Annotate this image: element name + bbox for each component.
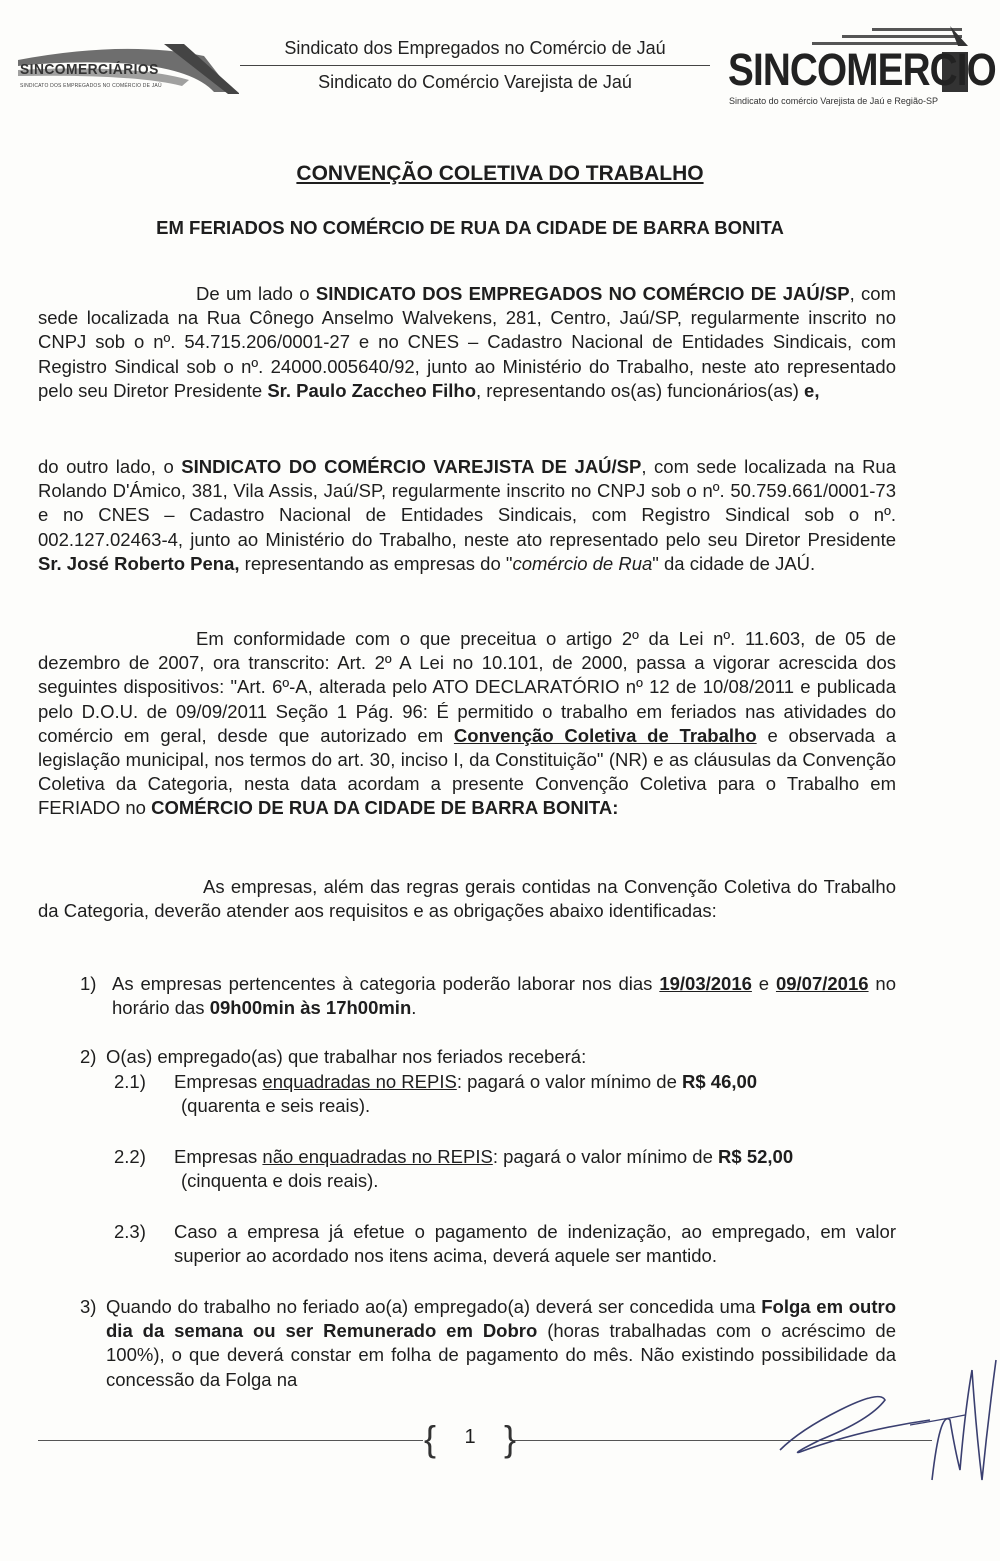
footer-rule-left [38, 1440, 423, 1441]
sincomercio-logo [722, 26, 996, 116]
document-title: CONVENÇÃO COLETIVA DO TRABALHO [296, 162, 704, 185]
paragraph-employees-union: De um lado o SINDICATO DOS EMPREGADOS NO COMÉRCIO DE JAÚ/SP, com sede localizada na Rua Cônego Anselmo Walvekens, 281, Centro, Jaú/SP, regularmente inscrito no CNPJ sob o nº. 54.715.206/0001-27 e no CNES – Cadastro Nacional de Entidades Sindicais, com Registro Sindical sob o nº. 24000.005640/92, junto ao Ministério do Trabalho, neste ato representado pelo seu Diretor Presidente Sr. Paulo Zaccheo Filho, representando os(as) funcionários(as) e, [38, 283, 896, 401]
paragraph-requirements: As empresas, além das regras gerais contidas na Convenção Coletiva do Trabalho da Categoria, deverão atender aos requisitos e as obrigações abaixo identificadas: [38, 876, 896, 922]
header-line-1: Sindicato dos Empregados no Comércio de Jaú [240, 38, 710, 66]
header-center [240, 38, 710, 93]
paragraph-legal-basis: Em conformidade com o que preceitua o artigo 2º da Lei nº. 11.603, de 05 de dezembro de 2007, ora transcrito: Art. 2º A Lei no 10.101, de 2000, passa a vigorar acrescida dos seguintes dispositivos: "Art. 6º-A, alterada pelo ATO DECLARATÓRIO nº 12 de 10/08/2011 e publicada pelo D.O.U. de 09/09/2011 Seção 1 Pág. 96: É permitido o trabalho em feriados nas atividades do comércio em geral, desde que autorizado em Convenção Coletiva de Trabalho e observada a legislação municipal, nos termos do art. 30, inciso I, da Constituição" (NR) e as cláusulas da Convenção Coletiva da Categoria, nesta data acordam a presente Convenção Coletiva para o Trabalho em FERIADO no COMÉRCIO DE RUA DA CIDADE DE BARRA BONITA: [38, 628, 896, 819]
header-line-2: Sindicato do Comércio Varejista de Jaú [318, 72, 632, 92]
paragraph-retail-union: do outro lado, o SINDICATO DO COMÉRCIO VAREJISTA DE JAÚ/SP, com sede localizada na Rua Rolando D'Ámico, 381, Vila Assis, Jaú/SP, regularmente inscrito no CNPJ sob o nº. 50.759.661/0001-73 e no CNES – Cadastro Nacional de Entidades Sindicais, com Registro Sindical sob o nº. 002.127.02463-4, junto ao Ministério do Trabalho, neste ato representado pelo seu Diretor Presidente Sr. José Roberto Pena, representando as empresas do "comércio de Rua" da cidade de JAÚ. [38, 456, 897, 574]
page-number: { 1 } [424, 1418, 516, 1459]
right-logo-subtitle: Sindicato do comércio Varejista de Jaú e Região-SP [729, 96, 939, 107]
left-logo-subtitle: SINDICATO DOS EMPREGADOS NO COMÉRCIO DE JAÚ [20, 83, 162, 89]
left-logo-name: SINCOMERCIÁRIOS [20, 61, 159, 78]
sincomerciarios-logo [14, 30, 239, 100]
document-subtitle: EM FERIADOS NO COMÉRCIO DE RUA DA CIDADE DE BARRA BONITA [156, 217, 784, 238]
right-brace-icon: } [503, 1418, 516, 1459]
document-page: SINCOMERCIÁRIOS SINDICATO DOS EMPREGADOS NO COMÉRCIO DE JAÚ Sindicato dos Empregados no Comércio de Jaú Sindicato do Comércio Varejista de Jaú SINCOMERCIO Sindicato do comércio Varejista de Jaú e Região-SP CONVENÇÃO COLETIVA DO TRABALHO EM FERIADOS NO COMÉRCIO DE RUA DA CIDADE DE BARRA BONITA De um lado o SINDICATO DOS EMPREGADOS NO COMÉRCIO DE JAÚ/SP, com sede localizada na Rua Cônego Anselmo Walvekens, 281, Centro, Jaú/SP, regularmente inscrito no CNPJ sob o nº. 54.715.206/0001-27 e no CNES – Cadastro Nacional de Entidades Sindicais, com Registro Sindical sob o nº. 24000.005640/92, junto ao Ministério do Trabalho, neste ato representado pelo seu Diretor Presidente Sr. Paulo Zaccheo Filho, representando os(as) funcionários(as) e, do outro lado, o SINDICATO DO COMÉRCIO VAREJISTA DE JAÚ/SP, com sede localizada na Rua Rolando D'Ámico, 381, Vila Assis, Jaú/SP, regularmente inscrito no CNPJ sob o nº. 50.759.661/0001-73 e no CNES – Cadastro Nacional de Entidades Sindicais, com Registro Sindical sob o nº. 002.127.02463-4, junto ao Ministério do Trabalho, neste ato representado pelo seu Diretor Presidente Sr. José Roberto Pena, representando as empresas do "comércio de Rua" da cidade de JAÚ. Em conformidade com o que preceitua o artigo 2º da Lei nº. 11.603, de 05 de dezembro de 2007, ora transcrito: Art. 2º A Lei no 10.101, de 2000, passa a vigorar acrescida dos seguintes dispositivos: "Art. 6º-A, alterada pelo ATO DECLARATÓRIO nº 12 de 10/08/2011 e publicada pelo D.O.U. de 09/09/2011 Seção 1 Pág. 96: É permitido o trabalho em feriados nas atividades do comércio em geral, desde que autorizado em Convenção Coletiva de Trabalho e observada a legislação municipal, nos termos do art. 30, inciso I, da Constituição" (NR) e as cláusulas da Convenção Coletiva da Categoria, nesta data acordam a presente Convenção Coletiva para o Trabalho em FERIADO no COMÉRCIO DE RUA DA CIDADE DE BARRA BONITA: As empresas, além das regras gerais contidas na Convenção Coletiva do Trabalho da Categoria, deverão atender aos requisitos e as obrigações abaixo identificadas: 1) As empresas pertencentes à categoria poderão laborar nos dias 19/03/2016 e 09/07/2016 no horário das 09h00min às 17h00min. 2) O(as) empregado(as) que trabalhar nos feriados receberá: 2.1) Empresas enquadradas no REPIS: pagará o valor mínimo de R$ 46,00 (quarenta e seis reais). 2.2) Empresas não enquadradas no REPIS: pagará o valor mínimo de R$ 52,00 (cinquenta e dois reais). 2.3) Caso a empresa já efetue o pagamento de indenização, ao empregado, em valor superior ao acordado nos itens acima, deverá aquele ser mantido. 3) Quando do trabalho no feriado ao(a) empregado(a) deverá ser concedida uma Folga em outro dia da semana ou ser Remunerado em Dobro (horas trabalhadas com o acréscimo de 100%), o que deverá constar em folha de pagamento do mês. Não existindo possibilidade da concessão da Folga na { 1 } [0, 0, 1000, 1561]
right-logo-name: SINCOMERCIO [728, 44, 996, 95]
left-brace-icon: { [424, 1418, 437, 1459]
handwritten-signature-icon [760, 1330, 1000, 1510]
